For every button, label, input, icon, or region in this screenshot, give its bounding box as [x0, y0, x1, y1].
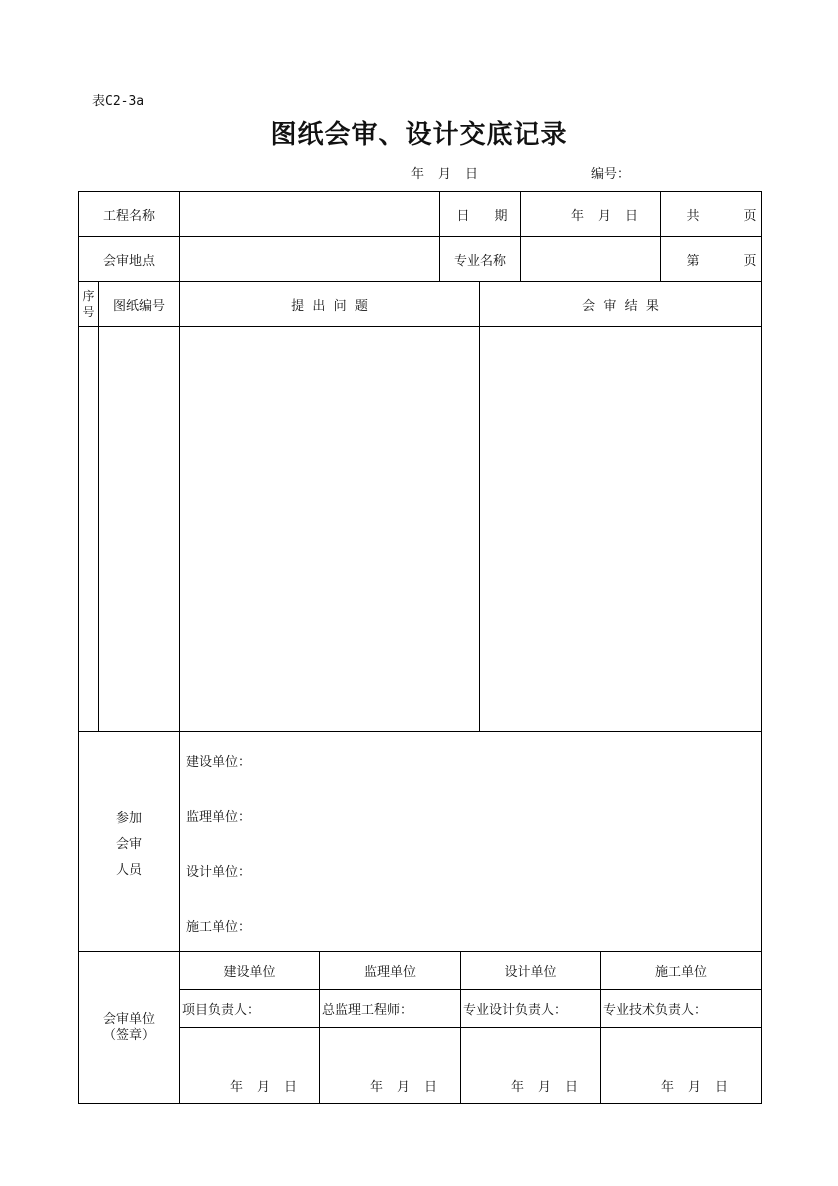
sign-unit-designer: 设计单位 — [504, 965, 557, 980]
drawing-no-field[interactable] — [99, 327, 179, 731]
date-day: 日 — [625, 208, 639, 224]
sign-unit-contractor: 施工单位 — [654, 965, 707, 980]
date-label-2: 期 — [494, 208, 508, 224]
sign-role-contractor: 专业技术负责人： — [603, 1003, 708, 1018]
issues-field[interactable] — [180, 327, 479, 731]
specialty-field[interactable] — [521, 237, 660, 281]
sign-field-contractor[interactable] — [601, 1028, 761, 1103]
date-year: 年 — [571, 208, 585, 224]
sign-role-supervisor: 总监理工程师： — [322, 1003, 414, 1018]
date-month: 月 — [598, 208, 612, 224]
participants-label — [79, 806, 179, 884]
sign-date-year: 年 — [230, 1080, 244, 1095]
sign-date-year: 年 — [370, 1080, 384, 1095]
supervisor-participant-label: 监理单位： — [186, 810, 252, 825]
sign-unit-supervisor: 监理单位 — [363, 965, 416, 980]
signature-label-line1: 会审单位 — [102, 1012, 155, 1027]
page-title: 图纸会审、设计交底记录 — [270, 120, 568, 150]
project-name-label: 工程名称 — [102, 208, 155, 224]
border-bottom — [78, 1103, 762, 1104]
signature-label — [79, 1012, 179, 1044]
header-date-month: 月 — [438, 167, 452, 182]
date-field[interactable] — [521, 192, 660, 236]
sign-date-day: 日 — [424, 1080, 438, 1095]
owner-participant-label: 建设单位： — [186, 755, 252, 770]
total-pages-label-2: 页 — [743, 208, 757, 224]
results-header: 会 审 结 果 — [582, 298, 659, 314]
total-pages-label-1: 共 — [686, 208, 700, 224]
sign-date-month: 月 — [538, 1080, 552, 1095]
sign-date-day: 日 — [284, 1080, 298, 1095]
page-no-label-2: 页 — [743, 253, 757, 269]
rule-col-pages — [660, 191, 661, 281]
sign-field-supervisor[interactable] — [320, 1028, 460, 1103]
sign-date-year: 年 — [511, 1080, 525, 1095]
drawing-no-header: 图纸编号 — [112, 298, 165, 314]
form-code: 表C2-3a — [92, 94, 145, 109]
sign-date-month: 月 — [688, 1080, 702, 1095]
sign-date-day: 日 — [565, 1080, 579, 1095]
sign-role-owner: 项目负责人： — [182, 1003, 261, 1018]
date-label-1: 日 — [456, 208, 470, 224]
signature-label-line2: （签章） — [102, 1028, 155, 1043]
header-date-day: 日 — [465, 167, 479, 182]
issues-header: 提 出 问 题 — [291, 298, 368, 314]
seq-header-bottom: 号 — [82, 304, 95, 319]
sign-date-month: 月 — [257, 1080, 271, 1095]
border-right — [761, 191, 762, 1104]
contractor-participant-label: 施工单位： — [186, 920, 252, 935]
sign-date-year: 年 — [661, 1080, 675, 1095]
specialty-label: 专业名称 — [453, 253, 506, 269]
designer-participant-label: 设计单位： — [186, 865, 252, 880]
sign-field-owner[interactable] — [180, 1028, 319, 1103]
results-field[interactable] — [480, 327, 761, 731]
sign-field-designer[interactable] — [461, 1028, 600, 1103]
location-label: 会审地点 — [102, 253, 155, 269]
seq-column-field[interactable] — [79, 327, 98, 731]
location-field[interactable] — [180, 237, 439, 281]
sign-role-designer: 专业设计负责人： — [463, 1003, 568, 1018]
participants-label-line2: 会审 — [115, 837, 142, 852]
seq-header-top: 序 — [82, 288, 95, 303]
page-no-label-1: 第 — [686, 253, 700, 269]
participants-label-line1: 参加 — [115, 811, 142, 826]
rule-body — [78, 731, 762, 732]
participants-label-line3: 人员 — [115, 863, 142, 878]
serial-label: 编号： — [591, 167, 631, 182]
project-name-field[interactable] — [180, 192, 439, 236]
sign-unit-owner: 建设单位 — [223, 965, 276, 980]
sign-date-month: 月 — [397, 1080, 411, 1095]
header-date-year: 年 — [411, 167, 425, 182]
sign-date-day: 日 — [715, 1080, 729, 1095]
